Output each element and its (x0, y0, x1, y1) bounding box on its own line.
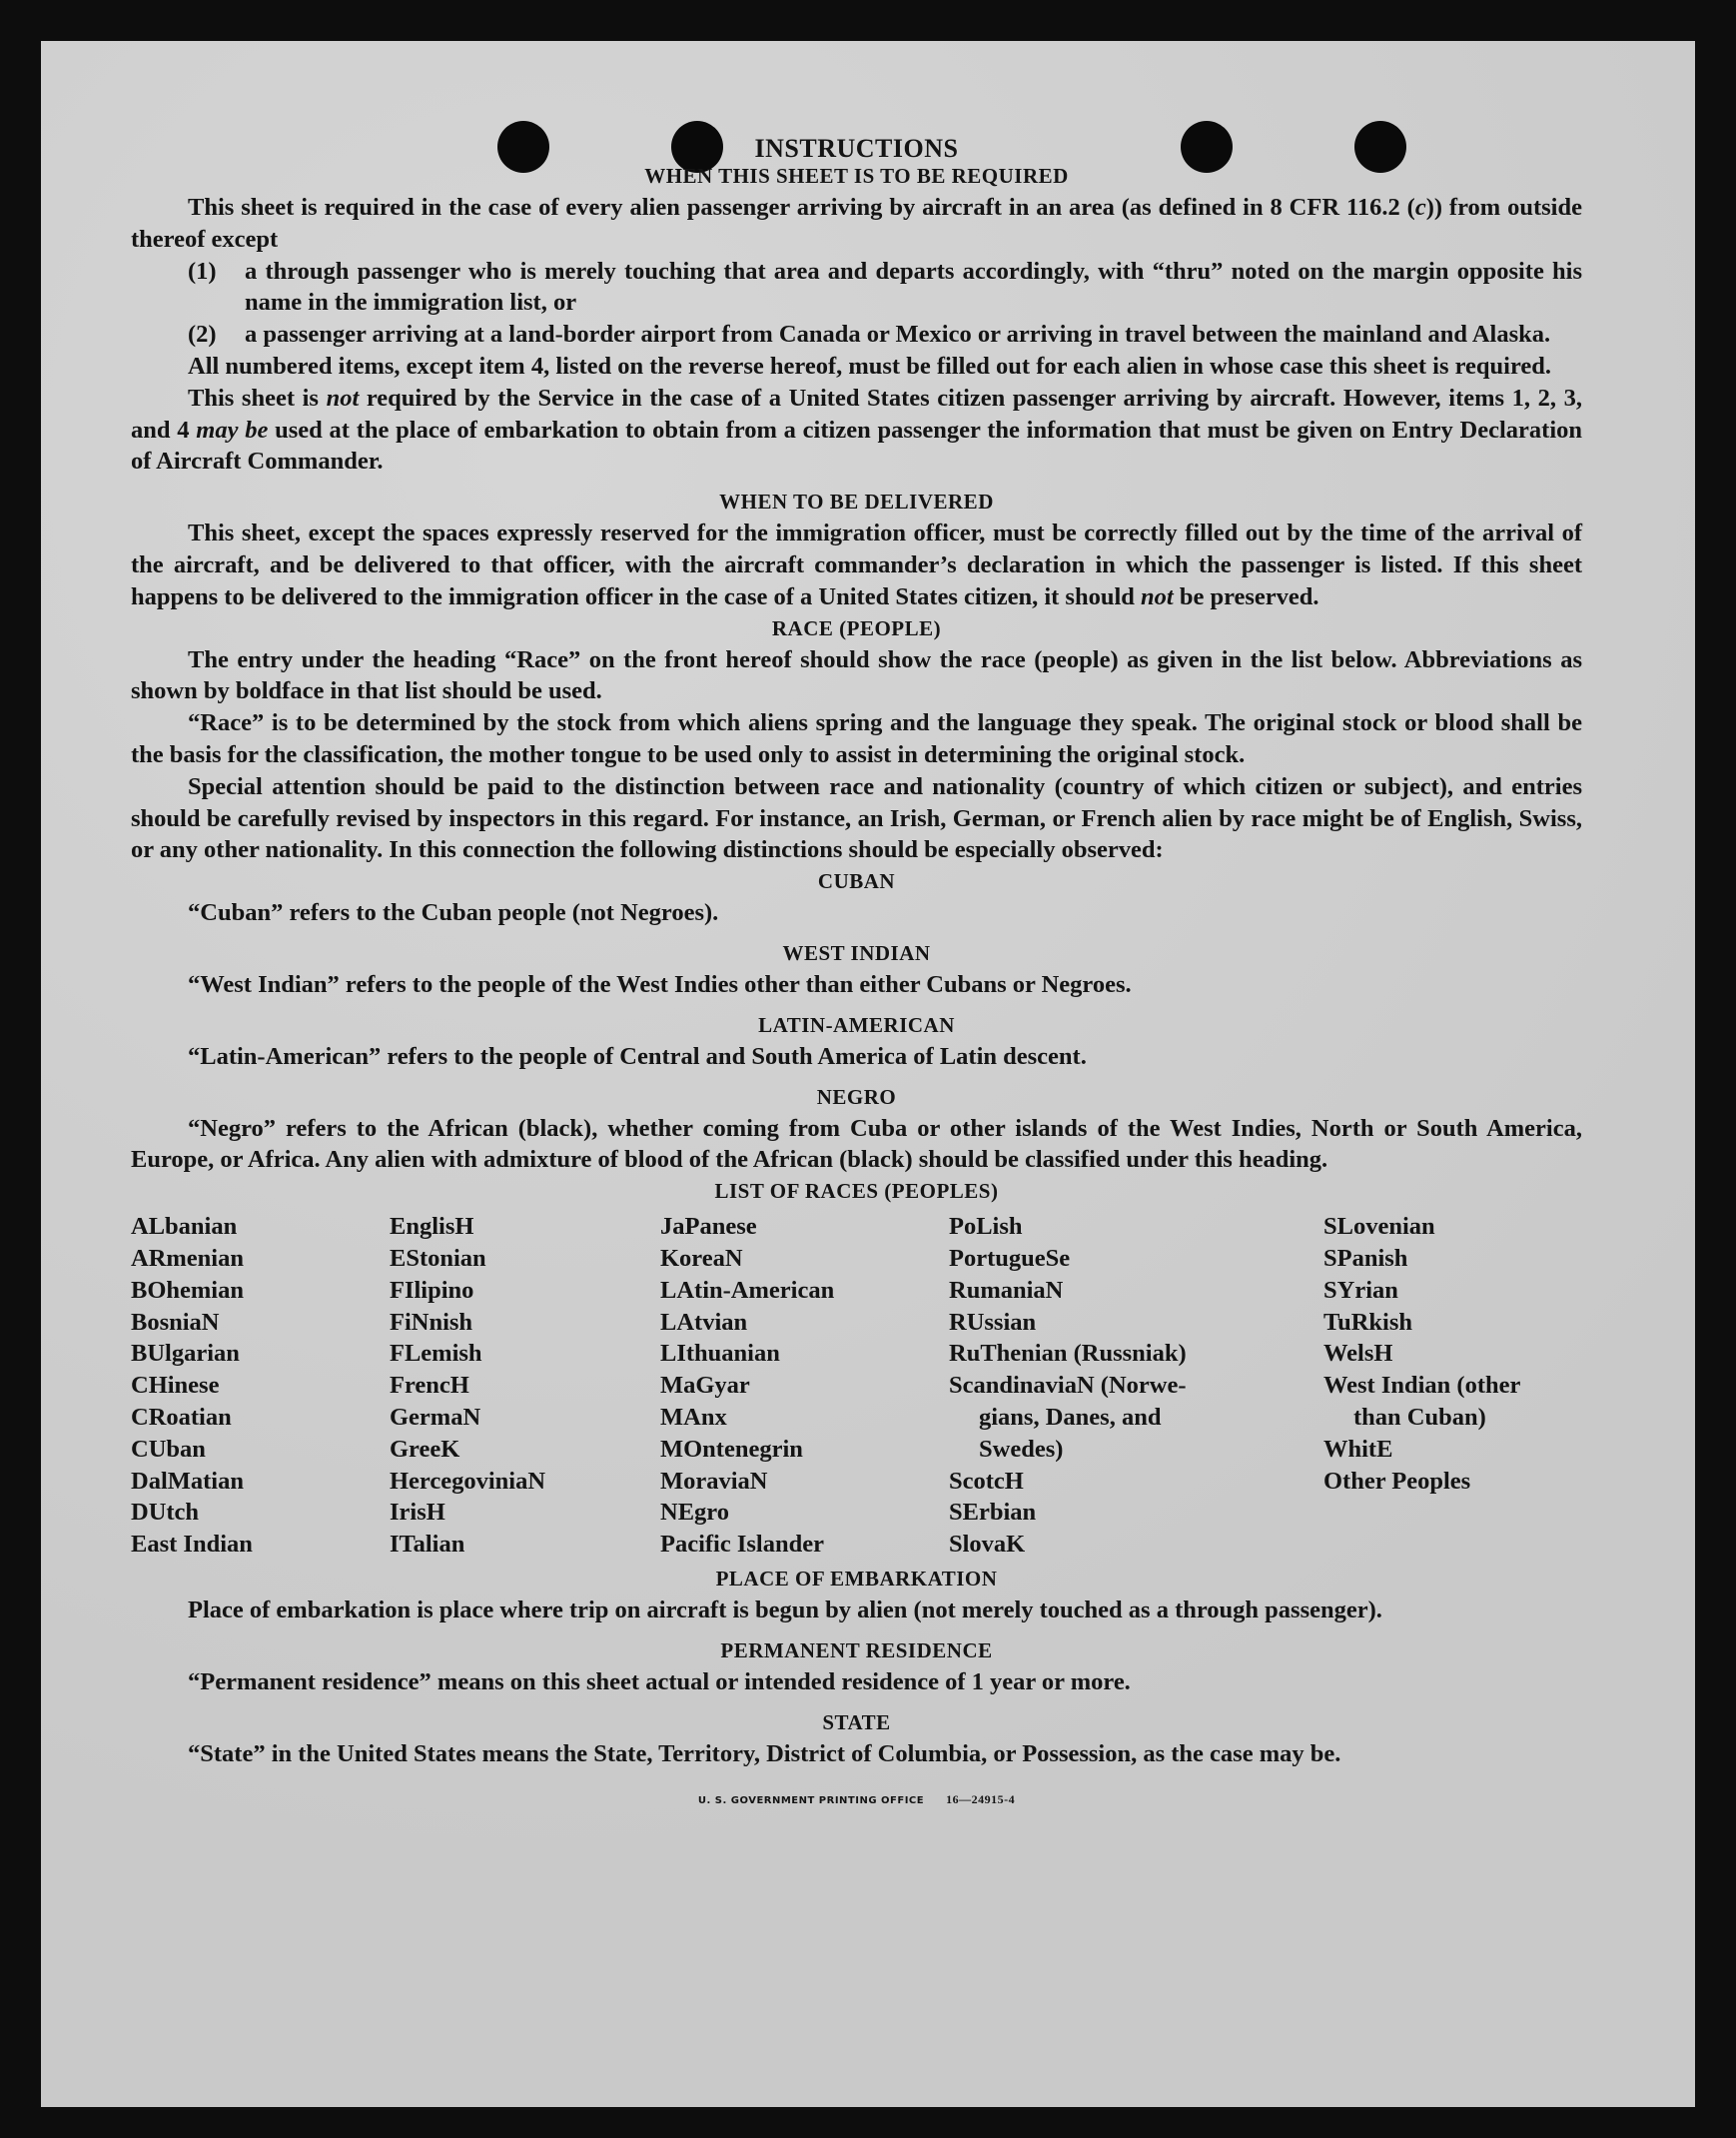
form-code: 16—24915-4 (946, 1791, 1016, 1806)
race-entry: PoLish (949, 1213, 1023, 1241)
race-entry: LAtvian (660, 1308, 748, 1336)
race-entry: HercegoviniaN (390, 1467, 546, 1495)
text-segment: Place of embarkation is place where trip on aircraft is begun by alien (not merely touched as a through passenger). (188, 1597, 1382, 1624)
text-segment: used at the place of embarkation to obtain from a citizen passenger the information that must be given on Entry Declaration of Aircraft Commander. (131, 416, 1582, 476)
paragraph (131, 383, 1582, 478)
section-heading: NEGRO (816, 1084, 897, 1109)
race-entry: LAtin-American (660, 1276, 835, 1304)
race-entry: RUssian (949, 1308, 1037, 1336)
race-entry: FrencH (390, 1372, 469, 1400)
section-heading: STATE (822, 1709, 891, 1734)
races-column (949, 1211, 1187, 1561)
races-column (390, 1211, 545, 1561)
text-segment: This sheet, except the spaces expressly reserved for the immigration officer, must be correctly filled out by the time of the arrival of the aircraft, and be delivered to that officer, with the aircraft commander’s declaration in which the passenger is listed. If this sheet happens to be delivered to the immigration officer in the case of a United States citizen, it should (131, 520, 1582, 610)
text-segment: be preserved. (1173, 582, 1319, 610)
section-heading: WHEN THIS SHEET IS TO BE REQUIRED (644, 164, 1069, 188)
race-entry: ARmenian (131, 1244, 244, 1272)
race-entry: EStonian (390, 1244, 486, 1272)
race-entry: FiNnish (390, 1308, 473, 1336)
race-entry: KoreaN (660, 1244, 743, 1272)
paragraph (131, 644, 1582, 708)
italic-text: may be (196, 416, 269, 444)
item-number: (2) (188, 321, 217, 349)
races-list (131, 1211, 1582, 1564)
item-number: (1) (188, 257, 217, 285)
race-entry: IrisH (390, 1499, 445, 1527)
text-segment: This sheet is required in the case of every alien passenger arriving by aircraft in an area (as defined in 8 CFR 116.2 ( (188, 194, 1415, 221)
race-entry: BosniaN (131, 1308, 220, 1336)
race-entry: GermaN (390, 1403, 481, 1431)
race-entry: West Indian (other (1323, 1372, 1521, 1400)
race-entry: FIlipino (390, 1276, 474, 1304)
races-column (660, 1211, 834, 1561)
text-segment: This sheet is (188, 384, 327, 412)
race-entry: LIthuanian (660, 1340, 780, 1368)
text-segment: The entry under the heading “Race” on the front hereof should show the race (people) as given in the list below. Abbreviations as shown by (131, 645, 1582, 705)
race-entry: ITalian (390, 1531, 465, 1559)
race-entry: DUtch (131, 1499, 200, 1527)
race-entry: CRoatian (131, 1403, 232, 1431)
race-entry: MaGyar (660, 1372, 750, 1400)
list-item (131, 319, 1582, 351)
race-entry: ScotcH (949, 1467, 1024, 1495)
race-entry: RuThenian (Russniak) (949, 1340, 1187, 1368)
race-entry: MoraviaN (660, 1467, 768, 1495)
race-entry: DalMatian (131, 1467, 244, 1495)
section-heading: LIST OF RACES (PEOPLES) (714, 1179, 999, 1204)
paragraph: “West Indian” refers to the people of the West Indies other than either Cubans or Negroes. (188, 970, 1132, 998)
paragraph: “Cuban” refers to the Cuban people (not Negroes). (188, 899, 719, 927)
race-entry: NEgro (660, 1499, 729, 1527)
item-text: a through passenger who is merely touching that area and departs accordingly, with “thru” noted on the margin opposite his name in the immigration list, or (245, 257, 1582, 317)
race-entry: FLemish (390, 1340, 482, 1368)
paragraph (131, 1113, 1582, 1177)
section-heading: LATIN-AMERICAN (758, 1012, 955, 1037)
race-entry: SYrian (1323, 1276, 1398, 1304)
text-segment: required by the Service in the case of a United States citizen passenger arriving by aircraft. However, items 1, 2, 3, and 4 (131, 384, 1583, 444)
italic-text: not (1141, 582, 1174, 610)
race-entry: Swedes) (979, 1435, 1064, 1463)
text-segment: “State” in the United States means the State, Territory, District of Columbia, or Possession, as the case may be. (188, 1739, 1341, 1767)
race-entry: MOntenegrin (660, 1435, 803, 1463)
race-entry: WhitE (1323, 1435, 1393, 1463)
section-heading: PERMANENT RESIDENCE (720, 1637, 993, 1662)
race-entry: SErbian (949, 1499, 1037, 1527)
text-segment: “Race” is to be determined by the stock from which aliens spring and the language they speak. The original stock or blood shall be the basis for the classification, the mother tongue to be used only to assist in determining the original stock. (131, 709, 1582, 768)
race-entry: Other Peoples (1323, 1467, 1471, 1495)
race-entry: East Indian (131, 1531, 253, 1559)
race-entry: CUban (131, 1435, 206, 1463)
race-entry: TuRkish (1323, 1308, 1413, 1336)
instructions-body (131, 129, 1582, 1816)
text-segment: Special attention should be paid to the distinction between race and nationality (country of which citizen or subject), and entries should be carefully revised by inspectors in this regard. For instance, an Irish, German, or French alien by race might be of English, Swiss, or any other nationality. In this connection the following distinctions should be especially observed: (131, 772, 1582, 864)
text-segment: )) from outside thereof except (131, 194, 1582, 253)
race-entry: WelsH (1323, 1340, 1393, 1368)
race-entry: GreeK (390, 1435, 460, 1463)
race-entry: SLovenian (1323, 1213, 1435, 1241)
races-column (1323, 1211, 1520, 1497)
race-entry: gians, Danes, and (979, 1403, 1162, 1431)
section-heading: WHEN TO BE DELIVERED (719, 490, 994, 515)
race-entry: than Cuban) (1353, 1403, 1486, 1431)
race-entry: JaPanese (660, 1213, 757, 1241)
race-entry: SPanish (1323, 1244, 1408, 1272)
section-heading: WEST INDIAN (782, 940, 931, 965)
race-entry: BOhemian (131, 1276, 244, 1304)
italic-text: c (1414, 194, 1426, 221)
section-heading: PLACE OF EMBARKATION (715, 1567, 998, 1592)
race-entry: MAnx (660, 1403, 727, 1431)
italic-text: not (326, 384, 360, 412)
printer-name: U. S. GOVERNMENT PRINTING OFFICE (697, 1794, 925, 1806)
race-entry: SlovaK (949, 1531, 1026, 1559)
text-segment: in that list should be used. (324, 677, 602, 705)
document-page (41, 41, 1695, 2107)
text-segment: “Negro” refers to the African (black), whether coming from Cuba or other islands of the West Indies, North or South America, Europe, or Africa. Any alien with admixture of blood of the African (black) should be classified under this heading. (131, 1114, 1582, 1174)
race-entry: ScandinaviaN (Norwe- (949, 1372, 1187, 1400)
paragraph (131, 351, 1582, 383)
race-entry: BUlgarian (131, 1340, 240, 1368)
section-heading: RACE (PEOPLE) (771, 615, 942, 640)
race-entry: Pacific Islander (660, 1531, 824, 1559)
paragraph (131, 192, 1582, 256)
races-column (131, 1211, 253, 1561)
race-entry: RumaniaN (949, 1276, 1064, 1304)
paragraph (131, 771, 1582, 866)
paragraph (131, 1738, 1582, 1770)
race-entry: CHinese (131, 1372, 220, 1400)
printer-footer (131, 1784, 1582, 1817)
race-entry: PortugueSe (949, 1244, 1071, 1272)
page-title: INSTRUCTIONS (754, 134, 959, 163)
paragraph (131, 518, 1582, 612)
item-text: a passenger arriving at a land-border airport from Canada or Mexico or arriving in travel between the mainland and Alaska. (245, 321, 1551, 349)
paragraph: “Permanent residence” means on this sheet actual or intended residence of 1 year or more. (188, 1667, 1131, 1695)
paragraph (131, 707, 1582, 771)
paragraph (131, 1595, 1582, 1626)
race-entry: ALbanian (131, 1213, 238, 1241)
paragraph: “Latin-American” refers to the people of Central and South America of Latin descent. (188, 1042, 1087, 1070)
text-segment: All numbered items, except item 4, listed on the reverse hereof, must be filled out for each alien in whose case this sheet is required. (188, 352, 1552, 380)
bold-text: boldface (235, 677, 325, 705)
section-heading: CUBAN (817, 869, 896, 894)
list-item (131, 256, 1582, 320)
race-entry: EnglisH (390, 1213, 474, 1241)
